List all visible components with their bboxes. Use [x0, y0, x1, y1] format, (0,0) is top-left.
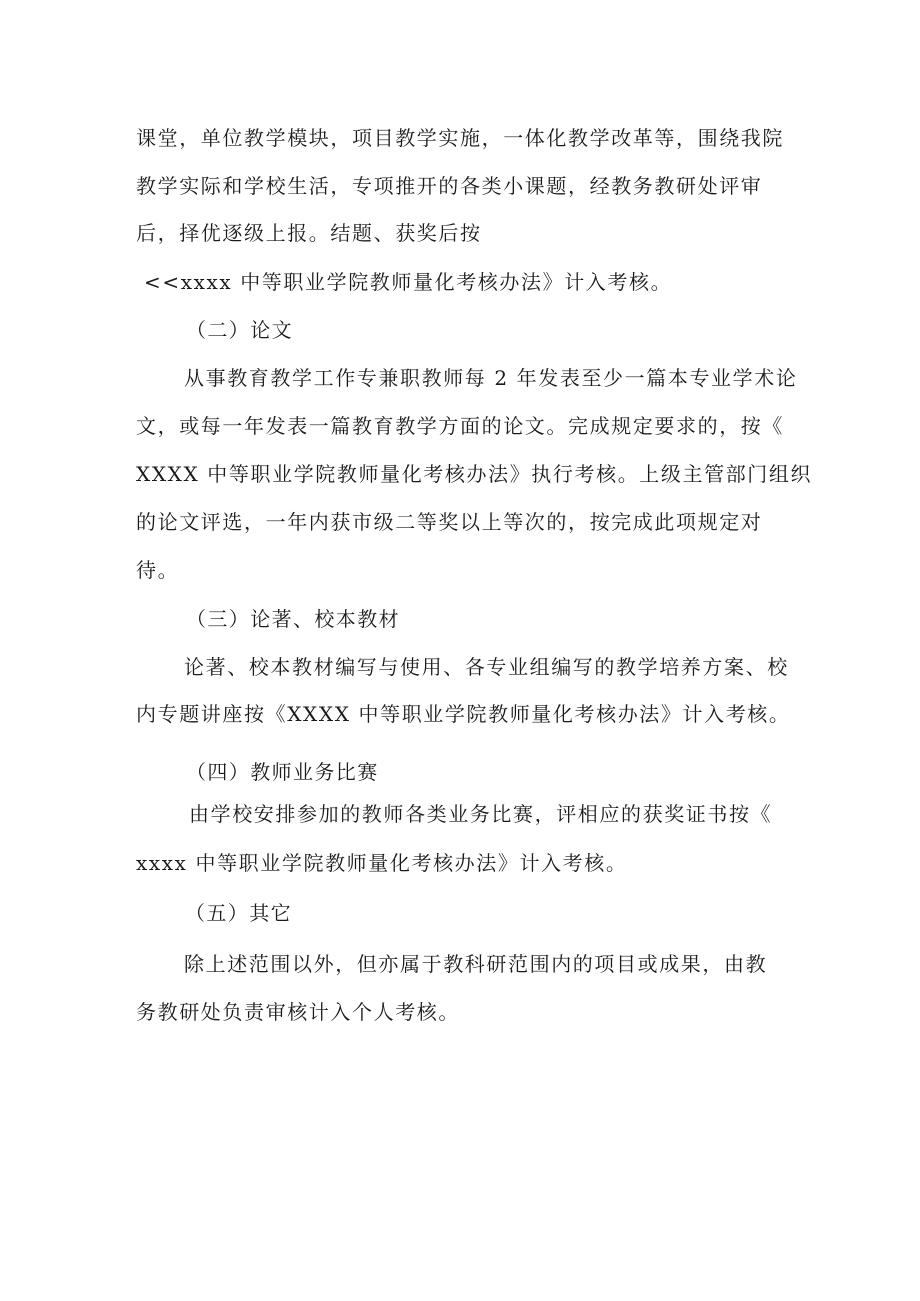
section2-line-4: 的论文评选，一年内获市级二等奖以上等次的，按完成此项规定对 — [136, 510, 763, 534]
section3-line-1: 论著、校本教材编写与使用、各专业组编写的教学培养方案、校 — [184, 655, 789, 679]
para1-line-2: 教学实际和学校生活，专项推开的各类小课题，经教务教研处评审 — [136, 174, 763, 198]
section2-line-1: 从事教育教学工作专兼职教师每 2 年发表至少一篇本专业学术论 — [184, 366, 798, 390]
section5-line-2: 务教研处负责审核计入个人考核。 — [136, 1000, 460, 1024]
section-heading-papers: （二）论文 — [186, 318, 293, 342]
para1-line-3: 后，择优逐级上报。结题、获奖后按 — [136, 221, 482, 245]
section-heading-competitions: （四）教师业务比赛 — [186, 760, 379, 784]
section5-line-1: 除上述范围以外，但亦属于教科研范围内的项目或成果，由教 — [184, 952, 768, 976]
section2-line-2: 文，或每一年发表一篇教育教学方面的论文。完成规定要求的，按《 — [136, 414, 784, 438]
section2-line-5: 待。 — [136, 558, 180, 582]
section-heading-textbooks: （三）论著、校本教材 — [186, 607, 400, 631]
section3-line-2: 内专题讲座按《XXXX 中等职业学院教师量化考核办法》计入考核。 — [136, 702, 791, 726]
section4-line-1: 由学校安排参加的教师各类业务比赛，评相应的获奖证书按《 — [189, 802, 773, 826]
para1-line-4: <<xxxx 中等职业学院教师量化考核办法》计入考核。 — [144, 270, 673, 294]
section4-line-2: xxxx 中等职业学院教师量化考核办法》计入考核。 — [136, 851, 628, 875]
section2-line-3: XXXX 中等职业学院教师量化考核办法》执行考核。上级主管部门组织 — [136, 462, 813, 486]
para1-line-1: 课堂，单位教学模块，项目教学实施，一体化教学改革等，围绕我院 — [136, 126, 784, 150]
section-heading-others: （五）其它 — [185, 901, 292, 925]
